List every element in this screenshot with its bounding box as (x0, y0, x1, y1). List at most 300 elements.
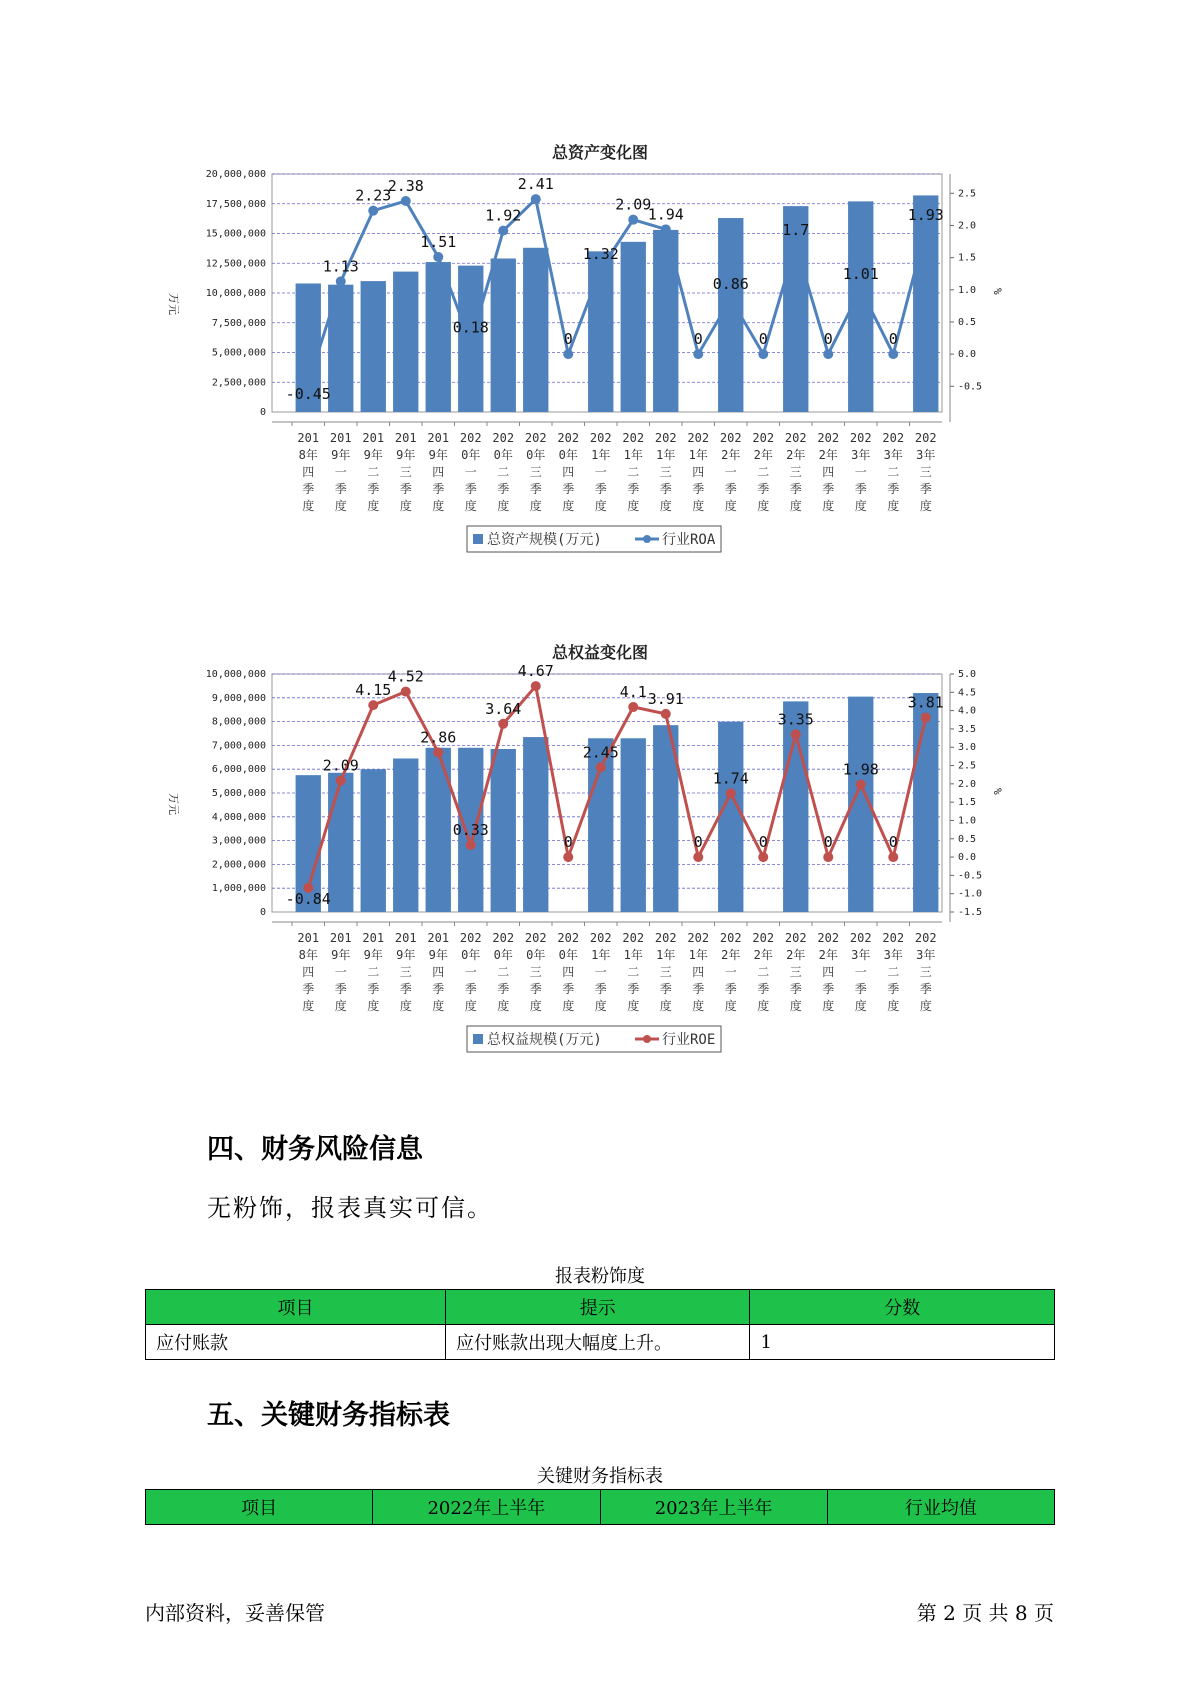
x-tick-label: 1年 (688, 948, 708, 962)
y-tick-label: 0 (259, 907, 266, 918)
bar (491, 258, 516, 412)
data-label: 0 (693, 833, 703, 852)
x-tick-label: 度 (887, 999, 900, 1013)
x-tick-label: 二 (367, 465, 380, 479)
y-tick-label: 4,000,000 (211, 811, 266, 823)
line-point (856, 284, 866, 294)
x-tick-label: 202 (492, 931, 515, 945)
y2-tick-label: -1.0 (958, 888, 983, 900)
x-tick-label: 202 (492, 431, 515, 445)
x-tick-label: 202 (459, 431, 482, 445)
line-point (433, 747, 443, 757)
x-tick-label: 一 (334, 465, 347, 479)
x-tick-label: 2年 (721, 948, 741, 962)
x-tick-label: 季 (822, 982, 835, 996)
line-point (661, 224, 671, 234)
x-tick-label: 四 (822, 965, 835, 979)
x-tick-label: 一 (464, 465, 477, 479)
chart-title: 总权益变化图 (551, 643, 648, 662)
data-label: 0 (758, 330, 768, 349)
bar (523, 737, 548, 912)
x-tick-label: 202 (817, 931, 840, 945)
x-tick-label: 1年 (656, 448, 676, 462)
legend-line-label: 行业ROE (662, 1032, 716, 1048)
x-tick-label: 度 (529, 999, 542, 1013)
x-tick-label: 0年 (493, 948, 513, 962)
table-header-row (146, 1290, 1055, 1325)
line-point (628, 702, 638, 712)
x-tick-label: 9年 (396, 948, 416, 962)
x-tick-label: 202 (849, 431, 872, 445)
x-tick-label: 202 (719, 431, 742, 445)
x-tick-label: 四 (302, 465, 315, 479)
x-tick-label: 二 (497, 965, 510, 979)
table-row (146, 1325, 1055, 1360)
x-tick-label: 季 (334, 482, 347, 496)
x-tick-label: 2年 (753, 948, 773, 962)
x-tick-label: 二 (367, 965, 380, 979)
x-tick-label: 3年 (916, 948, 936, 962)
table-caption: 报表粉饰度 (555, 1266, 645, 1287)
x-tick-label: 202 (459, 931, 482, 945)
x-tick-label: 四 (822, 465, 835, 479)
x-tick-label: 季 (562, 982, 575, 996)
x-tick-label: 0年 (558, 448, 578, 462)
x-tick-label: 度 (302, 499, 315, 513)
y-tick-label: 8,000,000 (211, 716, 266, 728)
x-tick-label: 度 (724, 499, 737, 513)
y-axis-label: 万元 (167, 293, 180, 315)
x-tick-label: 季 (302, 482, 315, 496)
header-cell: 2022年上半年 (373, 1490, 600, 1525)
line-point (498, 719, 508, 729)
x-tick-label: 三 (659, 465, 672, 479)
x-tick-label: 3年 (883, 948, 903, 962)
x-tick-label: 1年 (591, 448, 611, 462)
x-tick-label: 202 (882, 431, 905, 445)
x-tick-label: 度 (529, 499, 542, 513)
line-point (758, 349, 768, 359)
bar (426, 748, 451, 912)
data-label: 1.92 (485, 206, 522, 225)
section-heading-key-indicators: 五、关键财务指标表 (207, 1400, 450, 1431)
x-tick-label: 202 (557, 431, 580, 445)
x-tick-label: 季 (887, 482, 900, 496)
x-tick-label: 季 (432, 982, 445, 996)
y-tick-label: 2,500,000 (211, 377, 266, 389)
x-tick-label: 季 (367, 982, 380, 996)
header-cell: 分数 (750, 1290, 1055, 1325)
x-tick-label: 度 (919, 999, 932, 1013)
x-tick-label: 一 (464, 965, 477, 979)
data-label: -0.45 (285, 385, 331, 404)
data-label: 2.38 (387, 177, 424, 196)
section-heading-financial-risk: 四、财务风险信息 (207, 1134, 423, 1165)
x-tick-label: 201 (394, 431, 417, 445)
x-tick-label: 度 (562, 499, 575, 513)
data-label: 0 (693, 330, 703, 349)
y2-tick-label: 1.5 (958, 797, 977, 809)
x-tick-label: 季 (757, 482, 770, 496)
line-point (596, 762, 606, 772)
x-tick-label: 0年 (461, 948, 481, 962)
x-tick-label: 202 (654, 931, 677, 945)
y2-tick-label: 0.0 (958, 852, 977, 864)
data-label: 2.23 (355, 186, 392, 205)
bar (393, 272, 418, 412)
line-point (531, 194, 541, 204)
x-tick-label: 季 (497, 982, 510, 996)
line-point (661, 709, 671, 719)
data-label: 4.1 (619, 682, 647, 701)
x-tick-label: 202 (784, 431, 807, 445)
data-label: 1.13 (322, 257, 359, 276)
data-label: 1.93 (907, 205, 944, 224)
data-label: 4.52 (387, 667, 424, 686)
x-tick-label: 度 (562, 999, 575, 1013)
x-tick-label: 三 (529, 965, 542, 979)
x-tick-label: 三 (399, 465, 412, 479)
data-label: 1.7 (782, 220, 810, 239)
x-tick-label: 二 (887, 465, 900, 479)
data-label: 1.98 (842, 760, 879, 779)
y2-tick-label: 4.5 (958, 687, 977, 699)
x-tick-label: 度 (594, 999, 607, 1013)
x-tick-label: 度 (854, 499, 867, 513)
line-point (498, 226, 508, 236)
data-label: 2.41 (517, 175, 554, 194)
x-tick-label: 202 (524, 431, 547, 445)
bar (393, 758, 418, 912)
x-tick-label: 季 (529, 482, 542, 496)
x-tick-label: 度 (822, 499, 835, 513)
y2-tick-label: 3.5 (958, 723, 977, 735)
x-tick-label: 二 (887, 965, 900, 979)
y-tick-label: 3,000,000 (211, 835, 266, 847)
line-point (791, 240, 801, 250)
table-cell: 1 (750, 1325, 1055, 1360)
header-cell: 提示 (445, 1290, 750, 1325)
y2-tick-label: 1.0 (958, 284, 977, 296)
line-point (563, 349, 573, 359)
x-tick-label: 1年 (623, 448, 643, 462)
y2-tick-label: -0.5 (958, 381, 983, 393)
footer-page-number: 第 2 页 共 8 页 (916, 1601, 1054, 1625)
line-point (726, 788, 736, 798)
x-tick-label: 202 (557, 931, 580, 945)
x-tick-label: 四 (432, 465, 445, 479)
bar (361, 769, 386, 912)
line-point (368, 700, 378, 710)
x-tick-label: 0年 (493, 448, 513, 462)
table-header-row (146, 1490, 1055, 1525)
x-tick-label: 1年 (656, 948, 676, 962)
x-tick-label: 三 (529, 465, 542, 479)
x-tick-label: 三 (789, 465, 802, 479)
x-tick-label: 一 (724, 465, 737, 479)
x-tick-label: 202 (654, 431, 677, 445)
line-point (628, 215, 638, 225)
x-tick-label: 0年 (526, 948, 546, 962)
x-tick-label: 季 (724, 982, 737, 996)
y2-tick-label: 1.0 (958, 815, 977, 827)
x-tick-label: 季 (562, 482, 575, 496)
line-point (823, 349, 833, 359)
x-tick-label: 1年 (688, 448, 708, 462)
y2-tick-label: 2.0 (958, 220, 977, 232)
x-tick-label: 度 (757, 999, 770, 1013)
data-label: 4.15 (355, 681, 392, 700)
x-tick-label: 202 (849, 931, 872, 945)
header-cell: 行业均值 (827, 1490, 1054, 1525)
y-tick-label: 6,000,000 (211, 764, 266, 776)
data-label: 3.35 (777, 710, 814, 729)
y-tick-label: 20,000,000 (205, 169, 266, 180)
legend-bar-label: 总权益规模(万元) (487, 1032, 602, 1048)
line-point (466, 840, 476, 850)
x-tick-label: 8年 (298, 948, 318, 962)
y-tick-label: 1,000,000 (211, 883, 266, 895)
data-label: 2.86 (420, 728, 457, 747)
x-tick-label: 201 (329, 431, 352, 445)
line-point (336, 276, 346, 286)
x-tick-label: 202 (914, 931, 937, 945)
x-tick-label: 3年 (851, 948, 871, 962)
x-tick-label: 度 (919, 499, 932, 513)
x-tick-label: 201 (329, 931, 352, 945)
data-label: 2.09 (615, 195, 652, 214)
x-tick-label: 201 (297, 931, 320, 945)
x-tick-label: 季 (334, 982, 347, 996)
x-tick-label: 度 (367, 999, 380, 1013)
data-label: 1.51 (420, 232, 457, 251)
x-tick-label: 四 (302, 965, 315, 979)
x-tick-label: 202 (524, 931, 547, 945)
y2-tick-label: 0.0 (958, 349, 977, 361)
y-tick-label: 9,000,000 (211, 692, 266, 704)
line-point (888, 852, 898, 862)
x-tick-label: 9年 (331, 948, 351, 962)
x-tick-label: 度 (334, 499, 347, 513)
line-point (563, 852, 573, 862)
x-tick-label: 度 (887, 499, 900, 513)
legend-line-marker (643, 535, 651, 543)
x-tick-label: 0年 (461, 448, 481, 462)
legend-bar-swatch (473, 1034, 483, 1044)
x-tick-label: 2年 (786, 448, 806, 462)
x-tick-label: 度 (822, 999, 835, 1013)
x-tick-label: 202 (622, 431, 645, 445)
x-tick-label: 季 (724, 482, 737, 496)
line-point (433, 252, 443, 262)
y2-tick-label: -1.5 (958, 907, 983, 918)
chart-total-assets (150, 140, 1050, 548)
x-tick-label: 度 (432, 999, 445, 1013)
x-tick-label: 一 (334, 965, 347, 979)
x-tick-label: 度 (594, 499, 607, 513)
key-indicators-table (145, 1489, 1055, 1525)
x-tick-label: 202 (719, 931, 742, 945)
y2-tick-label: 1.5 (958, 252, 977, 264)
x-tick-label: 202 (752, 431, 775, 445)
x-tick-label: 二 (757, 465, 770, 479)
line-point (921, 713, 931, 723)
bar (621, 242, 646, 412)
line-point (726, 294, 736, 304)
x-tick-label: 度 (724, 999, 737, 1013)
data-label: 0.33 (452, 820, 489, 839)
x-tick-label: 度 (432, 499, 445, 513)
data-label: 4.67 (517, 664, 554, 681)
y-tick-label: 17,500,000 (205, 198, 266, 210)
x-tick-label: 季 (919, 982, 932, 996)
data-label: 3.64 (485, 699, 522, 718)
bar (523, 248, 548, 412)
x-tick-label: 季 (659, 482, 672, 496)
chart-svg-total-assets (150, 164, 1050, 604)
x-tick-label: 度 (464, 499, 477, 513)
x-tick-label: 度 (757, 499, 770, 513)
x-tick-label: 度 (627, 999, 640, 1013)
x-tick-label: 度 (692, 999, 705, 1013)
data-label: 0 (758, 833, 768, 852)
x-tick-label: 四 (692, 965, 705, 979)
y2-tick-label: 4.0 (958, 705, 977, 717)
line-point (758, 852, 768, 862)
x-tick-label: 202 (622, 931, 645, 945)
x-tick-label: 1年 (623, 948, 643, 962)
x-tick-label: 季 (692, 982, 705, 996)
data-label: 1.32 (582, 245, 619, 264)
x-tick-label: 季 (757, 982, 770, 996)
line-point (823, 852, 833, 862)
x-tick-label: 度 (659, 499, 672, 513)
x-tick-label: 季 (627, 982, 640, 996)
x-tick-label: 202 (817, 431, 840, 445)
x-tick-label: 四 (562, 965, 575, 979)
y-tick-label: 12,500,000 (205, 258, 266, 270)
x-tick-label: 四 (692, 465, 705, 479)
table-cell: 应付账款 (146, 1325, 446, 1360)
x-tick-label: 季 (692, 482, 705, 496)
x-tick-label: 9年 (331, 448, 351, 462)
x-tick-label: 季 (854, 482, 867, 496)
x-tick-label: 3年 (916, 448, 936, 462)
x-tick-label: 度 (302, 999, 315, 1013)
y2-tick-label: 2.0 (958, 778, 977, 790)
line-point (888, 349, 898, 359)
y2-tick-label: 5.0 (958, 669, 977, 680)
x-tick-label: 度 (497, 499, 510, 513)
x-tick-label: 三 (919, 465, 932, 479)
x-tick-label: 二 (627, 465, 640, 479)
x-tick-label: 202 (882, 931, 905, 945)
x-tick-label: 一 (724, 965, 737, 979)
chart-title: 总资产变化图 (551, 143, 648, 162)
chart-total-equity (150, 640, 1050, 1048)
bar (361, 281, 386, 412)
x-tick-label: 一 (594, 965, 607, 979)
x-tick-label: 2年 (818, 448, 838, 462)
bar (913, 693, 938, 912)
x-tick-label: 季 (627, 482, 640, 496)
x-tick-label: 季 (887, 982, 900, 996)
y2-tick-label: 0.5 (958, 316, 977, 328)
x-tick-label: 9年 (363, 448, 383, 462)
data-label: 0.18 (452, 318, 489, 337)
x-tick-label: 1年 (591, 948, 611, 962)
line-point (401, 687, 411, 697)
data-label: 0.86 (712, 274, 749, 293)
x-tick-label: 季 (822, 482, 835, 496)
x-tick-label: 三 (659, 965, 672, 979)
legend-bar-swatch (473, 534, 483, 544)
x-tick-label: 季 (399, 482, 412, 496)
data-label: 2.45 (582, 743, 619, 762)
data-label: 0 (563, 833, 573, 852)
x-tick-label: 度 (399, 999, 412, 1013)
x-tick-label: 二 (627, 965, 640, 979)
x-tick-label: 度 (659, 999, 672, 1013)
line-point (693, 852, 703, 862)
x-tick-label: 四 (562, 465, 575, 479)
x-tick-label: 季 (789, 482, 802, 496)
bar (588, 251, 613, 412)
x-tick-label: 3年 (883, 448, 903, 462)
x-tick-label: 2年 (753, 448, 773, 462)
x-tick-label: 季 (659, 982, 672, 996)
y-tick-label: 10,000,000 (205, 288, 266, 299)
line-point (401, 196, 411, 206)
window-dressing-table (145, 1289, 1055, 1360)
x-tick-label: 度 (789, 999, 802, 1013)
x-tick-label: 季 (497, 482, 510, 496)
x-tick-label: 2年 (818, 948, 838, 962)
x-tick-label: 季 (789, 982, 802, 996)
y2-axis-label: % (991, 788, 1004, 795)
x-tick-label: 202 (687, 931, 710, 945)
data-label: 1.94 (647, 205, 684, 224)
x-tick-label: 度 (367, 499, 380, 513)
bar (491, 749, 516, 912)
x-tick-label: 季 (919, 482, 932, 496)
x-tick-label: 一 (594, 465, 607, 479)
x-tick-label: 2年 (786, 948, 806, 962)
x-tick-label: 201 (297, 431, 320, 445)
table-caption: 关键财务指标表 (537, 1466, 663, 1487)
line-point (791, 729, 801, 739)
x-tick-label: 2年 (721, 448, 741, 462)
line-point (466, 338, 476, 348)
x-tick-label: 0年 (558, 948, 578, 962)
x-tick-label: 三 (919, 965, 932, 979)
data-label: 0 (823, 833, 833, 852)
x-tick-label: 度 (789, 499, 802, 513)
x-tick-label: 四 (432, 965, 445, 979)
x-tick-label: 季 (302, 982, 315, 996)
y2-tick-label: 2.5 (958, 760, 977, 772)
legend-bar-label: 总资产规模(万元) (487, 532, 602, 548)
x-tick-label: 度 (334, 999, 347, 1013)
x-tick-label: 季 (464, 482, 477, 496)
y2-tick-label: 3.0 (958, 742, 977, 754)
x-tick-label: 二 (497, 465, 510, 479)
y-tick-label: 5,000,000 (211, 788, 266, 799)
y2-tick-label: 0.5 (958, 833, 977, 845)
x-tick-label: 度 (627, 499, 640, 513)
x-tick-label: 季 (594, 982, 607, 996)
bar (328, 773, 353, 912)
